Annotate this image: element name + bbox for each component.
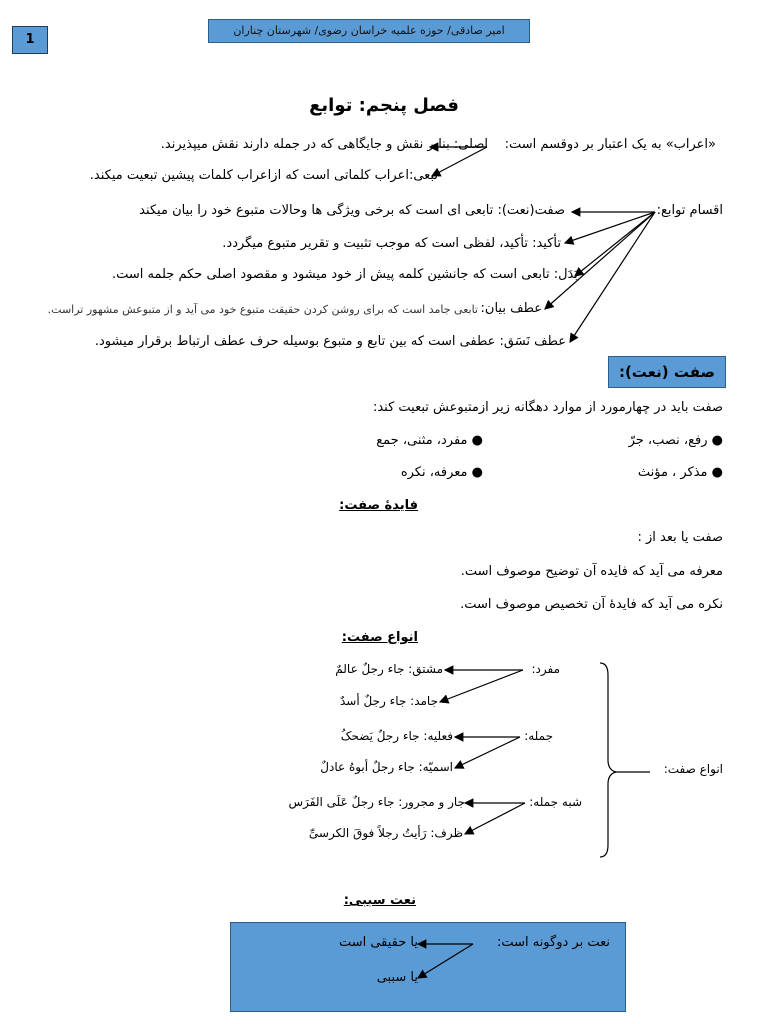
arrow-line	[418, 944, 473, 978]
bullet-item: ● رفع، نصب، جرّ	[628, 433, 723, 448]
arrow-line	[455, 737, 520, 768]
chapter-title: فصل پنجم: توابع	[309, 95, 459, 116]
tawabe-atf-nasaq: عطف نَسَق: عطفی است که بین تابع و متبوع بوسیله حرف عطف ارتباط برقرار میشود.	[94, 334, 566, 349]
naat-sababi-sababi: یا سببی	[376, 970, 418, 985]
irab-asli: اصلی: بنابر نقش و جایگاهی که در جمله دارند نقش میپذیرند.	[160, 137, 488, 152]
diagram-jomleh: جمله:	[524, 729, 553, 743]
anwa-heading: انواع صفت:	[341, 630, 418, 645]
diagram-mofrad: مفرد:	[531, 662, 560, 676]
naat-sababi-lead: نعت بر دوگونه است:	[496, 935, 610, 950]
diagram-jamed: جامد: جاء رجلٌ أسدٌ	[340, 694, 438, 708]
diagram-jar: جار و مجرور: جاء رجلٌ عَلَی الفَرَس	[288, 795, 465, 809]
arrow-line	[440, 670, 523, 702]
arrow-line	[565, 212, 655, 243]
sefat-intro: صفت باید در چهارمورد از موارد دهگانه زیر ازمتبوعش تبعیت کند:	[372, 400, 723, 415]
diagram-root: انواع صفت:	[663, 762, 723, 776]
faideh-line-2: معرفه می آید که فایده آن توضیح موصوف است.	[460, 564, 723, 579]
arrow-line	[432, 147, 487, 176]
bullet-item: ● مذکر ، مؤنث	[637, 465, 723, 480]
header-source-box: امیر صادقی/ حوزه علمیه خراسان رضوی/ شهرستان چناران	[208, 19, 530, 43]
arrow-line	[465, 803, 525, 834]
tawabe-atf-bayan-label: عطف بیان:	[480, 301, 542, 316]
irab-tabai: تبعی:اعراب کلماتی است که ازاعراب کلمات پیشین تبعیت میکند.	[89, 168, 438, 183]
tawabe-takid: تأکید: تأکید، لفظی است که موجب تثبیت و تقریر متبوع میگردد.	[222, 236, 561, 251]
faideh-line-1: صفت یا بعد از :	[637, 530, 723, 545]
naat-sababi-heading: نعت سببی:	[343, 893, 416, 908]
faideh-heading: فایدهٔ صفت:	[339, 498, 418, 513]
arrow-line	[575, 212, 655, 276]
arrow-line	[570, 212, 655, 342]
diagram-moshtaq: مشتق: جاء رجلٌ عالمٌ	[335, 662, 443, 676]
tawabe-atf-bayan-desc: تابعی جامد است که برای روشن کردن حقیقت متبوع خود می آید و از متبوعش مشهور تراست.	[47, 303, 478, 316]
bullet-item: ● معرفه، نکره	[400, 465, 483, 480]
diagram-feliyeh: فعلیه: جاء رجلٌ يَضحکُ	[340, 729, 453, 743]
bullet-item: ● مفرد، مثنی، جمع	[376, 433, 483, 448]
sefat-heading-box: صفت (نعت):	[608, 356, 726, 388]
page-number: 1	[12, 26, 48, 54]
irab-lead: «اعراب» به یک اعتبار بر دوقسم است:	[504, 137, 716, 152]
diagram-brace	[600, 663, 616, 857]
faideh-line-3: نکره می آید که فایدهٔ آن تخصیص موصوف است.	[460, 597, 723, 612]
naat-sababi-haqiqi: یا حقیقی است	[338, 935, 418, 950]
tawabe-label: اقسام توابع:	[656, 203, 723, 218]
arrow-line	[545, 212, 655, 309]
tawabe-sefat: صفت(نعت): تابعی ای است که برخی ویژگی ها وحالات متبوع خود را بیان میکند	[139, 203, 565, 218]
tawabe-badal: بَدَل: تابعی است که جانشین کلمه پیش از خود میشود و مقصود اصلی حکم جلمه است.	[111, 267, 578, 282]
diagram-shebh: شبه جمله:	[529, 795, 582, 809]
diagram-esmiyeh: اسمیّه: جاء رجلٌ أبوهُ عادلٌ	[320, 760, 453, 774]
diagram-zarf: ظرف: رَأیتُ رجلاً فوقَ الکرسیِّ	[308, 826, 463, 840]
